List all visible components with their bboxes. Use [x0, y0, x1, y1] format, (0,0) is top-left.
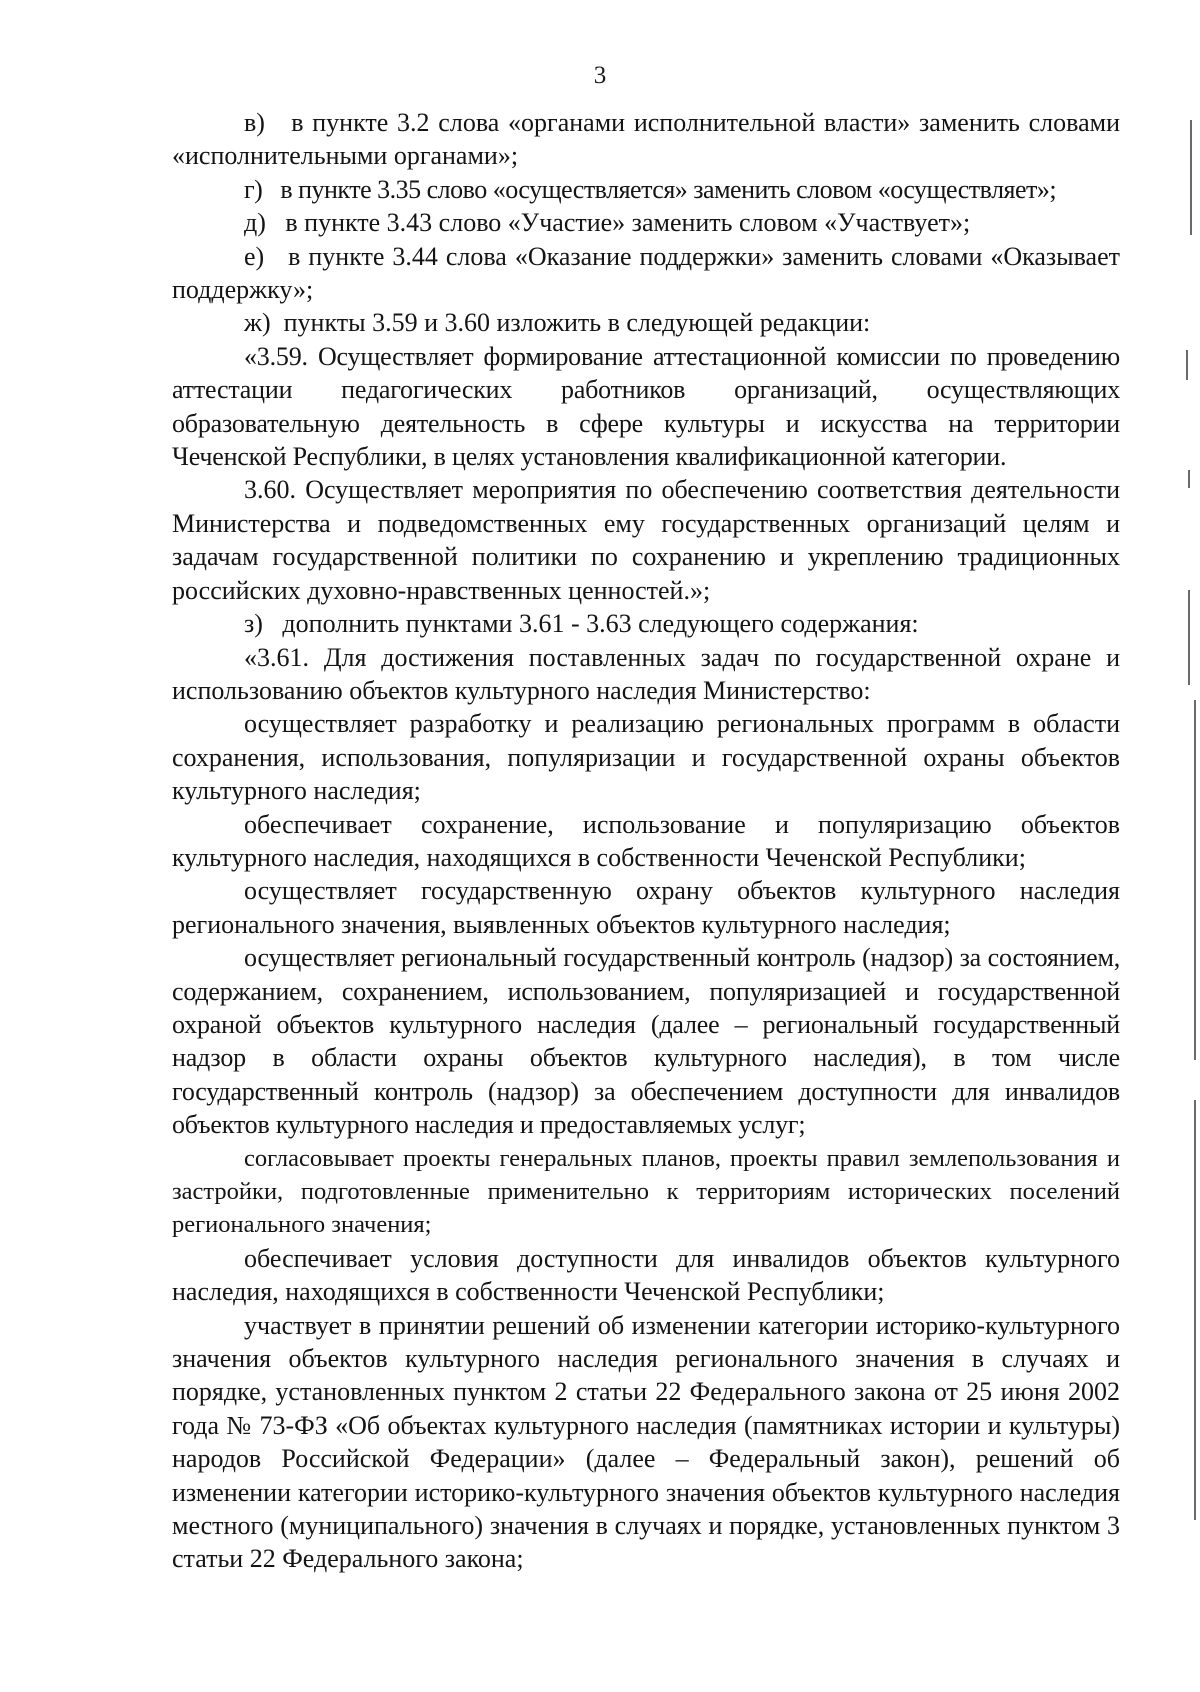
paragraph-amendment-d: д) в пункте 3.43 слово «Участие» заменить словом «Участвует»;: [244, 208, 971, 238]
paragraph-amendment-zh: ж) пункты 3.59 и 3.60 изложить в следующей редакции:: [244, 308, 871, 338]
scan-edge-mark: [1194, 1100, 1196, 1520]
scan-edge-mark: [1190, 120, 1192, 235]
paragraph-regional-supervision: осуществляет региональный государственный контроль (надзор) за состоянием, содержанием, сохранением, использованием, популяризацией и государственной охраной объектов культурного наследия (далее – региональный государственный надзор в области охраны объектов культурного наследия), в том числе государственный контроль (надзор) за обеспечением доступности для инвалидов объектов культурного наследия и предоставляемых услуг;: [172, 943, 1120, 1140]
paragraph-general-plans: согласовывает проекты генеральных планов, проекты правил землепользования и застройки, подготовленные применительно к территориям исторических поселений регионального значения;: [172, 1144, 1120, 1239]
scan-edge-mark: [1188, 470, 1190, 488]
paragraph-amendment-e: е) в пункте 3.44 слова «Оказание поддержки» заменить словами «Оказывает поддержку»;: [172, 241, 1120, 305]
paragraph-amendment-z: з) дополнить пунктами 3.61 - 3.63 следующего содержания:: [244, 609, 919, 639]
paragraph-regional-programs: осуществляет разработку и реализацию региональных программ в области сохранения, использования, популяризации и государственной охраны объектов культурного наследия;: [172, 709, 1120, 806]
document-body: [172, 106, 1120, 1576]
paragraph-item-3-61: «3.61. Для достижения поставленных задач по государственной охране и использованию объектов культурного наследия Министерство:: [172, 642, 1120, 705]
page-number: 3: [593, 62, 607, 89]
scan-edge-mark: [1188, 590, 1190, 685]
paragraph-state-protection: осуществляет государственную охрану объектов культурного наследия регионального значения, выявленных объектов культурного наследия;: [172, 876, 1120, 939]
scan-edge-mark: [1186, 350, 1188, 380]
paragraph-category-decisions: участвует в принятии решений об изменении категории историко-культурного значения объектов культурного наследия регионального значения в случаях и порядке, установленных пунктом 2 статьи 22 Федерального закона от 25 июня 2002 года № 73-ФЗ «Об объектах культурного наследия (памятниках истории и культуры) народов Российской Федерации» (далее – Федеральный закон), решений об изменении категории историко-культурного значения объектов культурного наследия местного (муниципального) значения в случаях и порядке, установленных пунктом 3 статьи 22 Федерального закона;: [172, 1310, 1120, 1574]
paragraph-accessibility: обеспечивает условия доступности для инвалидов объектов культурного наследия, находящихся в собственности Чеченской Республики;: [172, 1243, 1120, 1307]
paragraph-item-3-60: 3.60. Осуществляет мероприятия по обеспечению соответствия деятельности Министерства и подведомственных ему государственных организаций целям и задачам государственной политики по сохранению и укреплению традиционных российских духовно-нравственных ценностей.»;: [172, 475, 1120, 605]
paragraph-amendment-v: в) в пункте 3.2 слова «органами исполнительной власти» заменить словами «исполнительными органами»;: [172, 108, 1120, 171]
paragraph-preservation: обеспечивает сохранение, использование и популяризацию объектов культурного наследия, находящихся в собственности Чеченской Республики;: [172, 809, 1120, 872]
paragraph-amendment-g: г) в пункте 3.35 слово «осуществляется» заменить словом «осуществляет»;: [244, 174, 1057, 204]
paragraph-item-3-59: «3.59. Осуществляет формирование аттестационной комиссии по проведению аттестации педагогических работников организаций, осуществляющих образовательную деятельность в сфере культуры и искусства на территории Чеченской Республики, в целях установления квалификационной категории.: [172, 341, 1120, 472]
scan-edge-mark: [1194, 700, 1196, 1060]
